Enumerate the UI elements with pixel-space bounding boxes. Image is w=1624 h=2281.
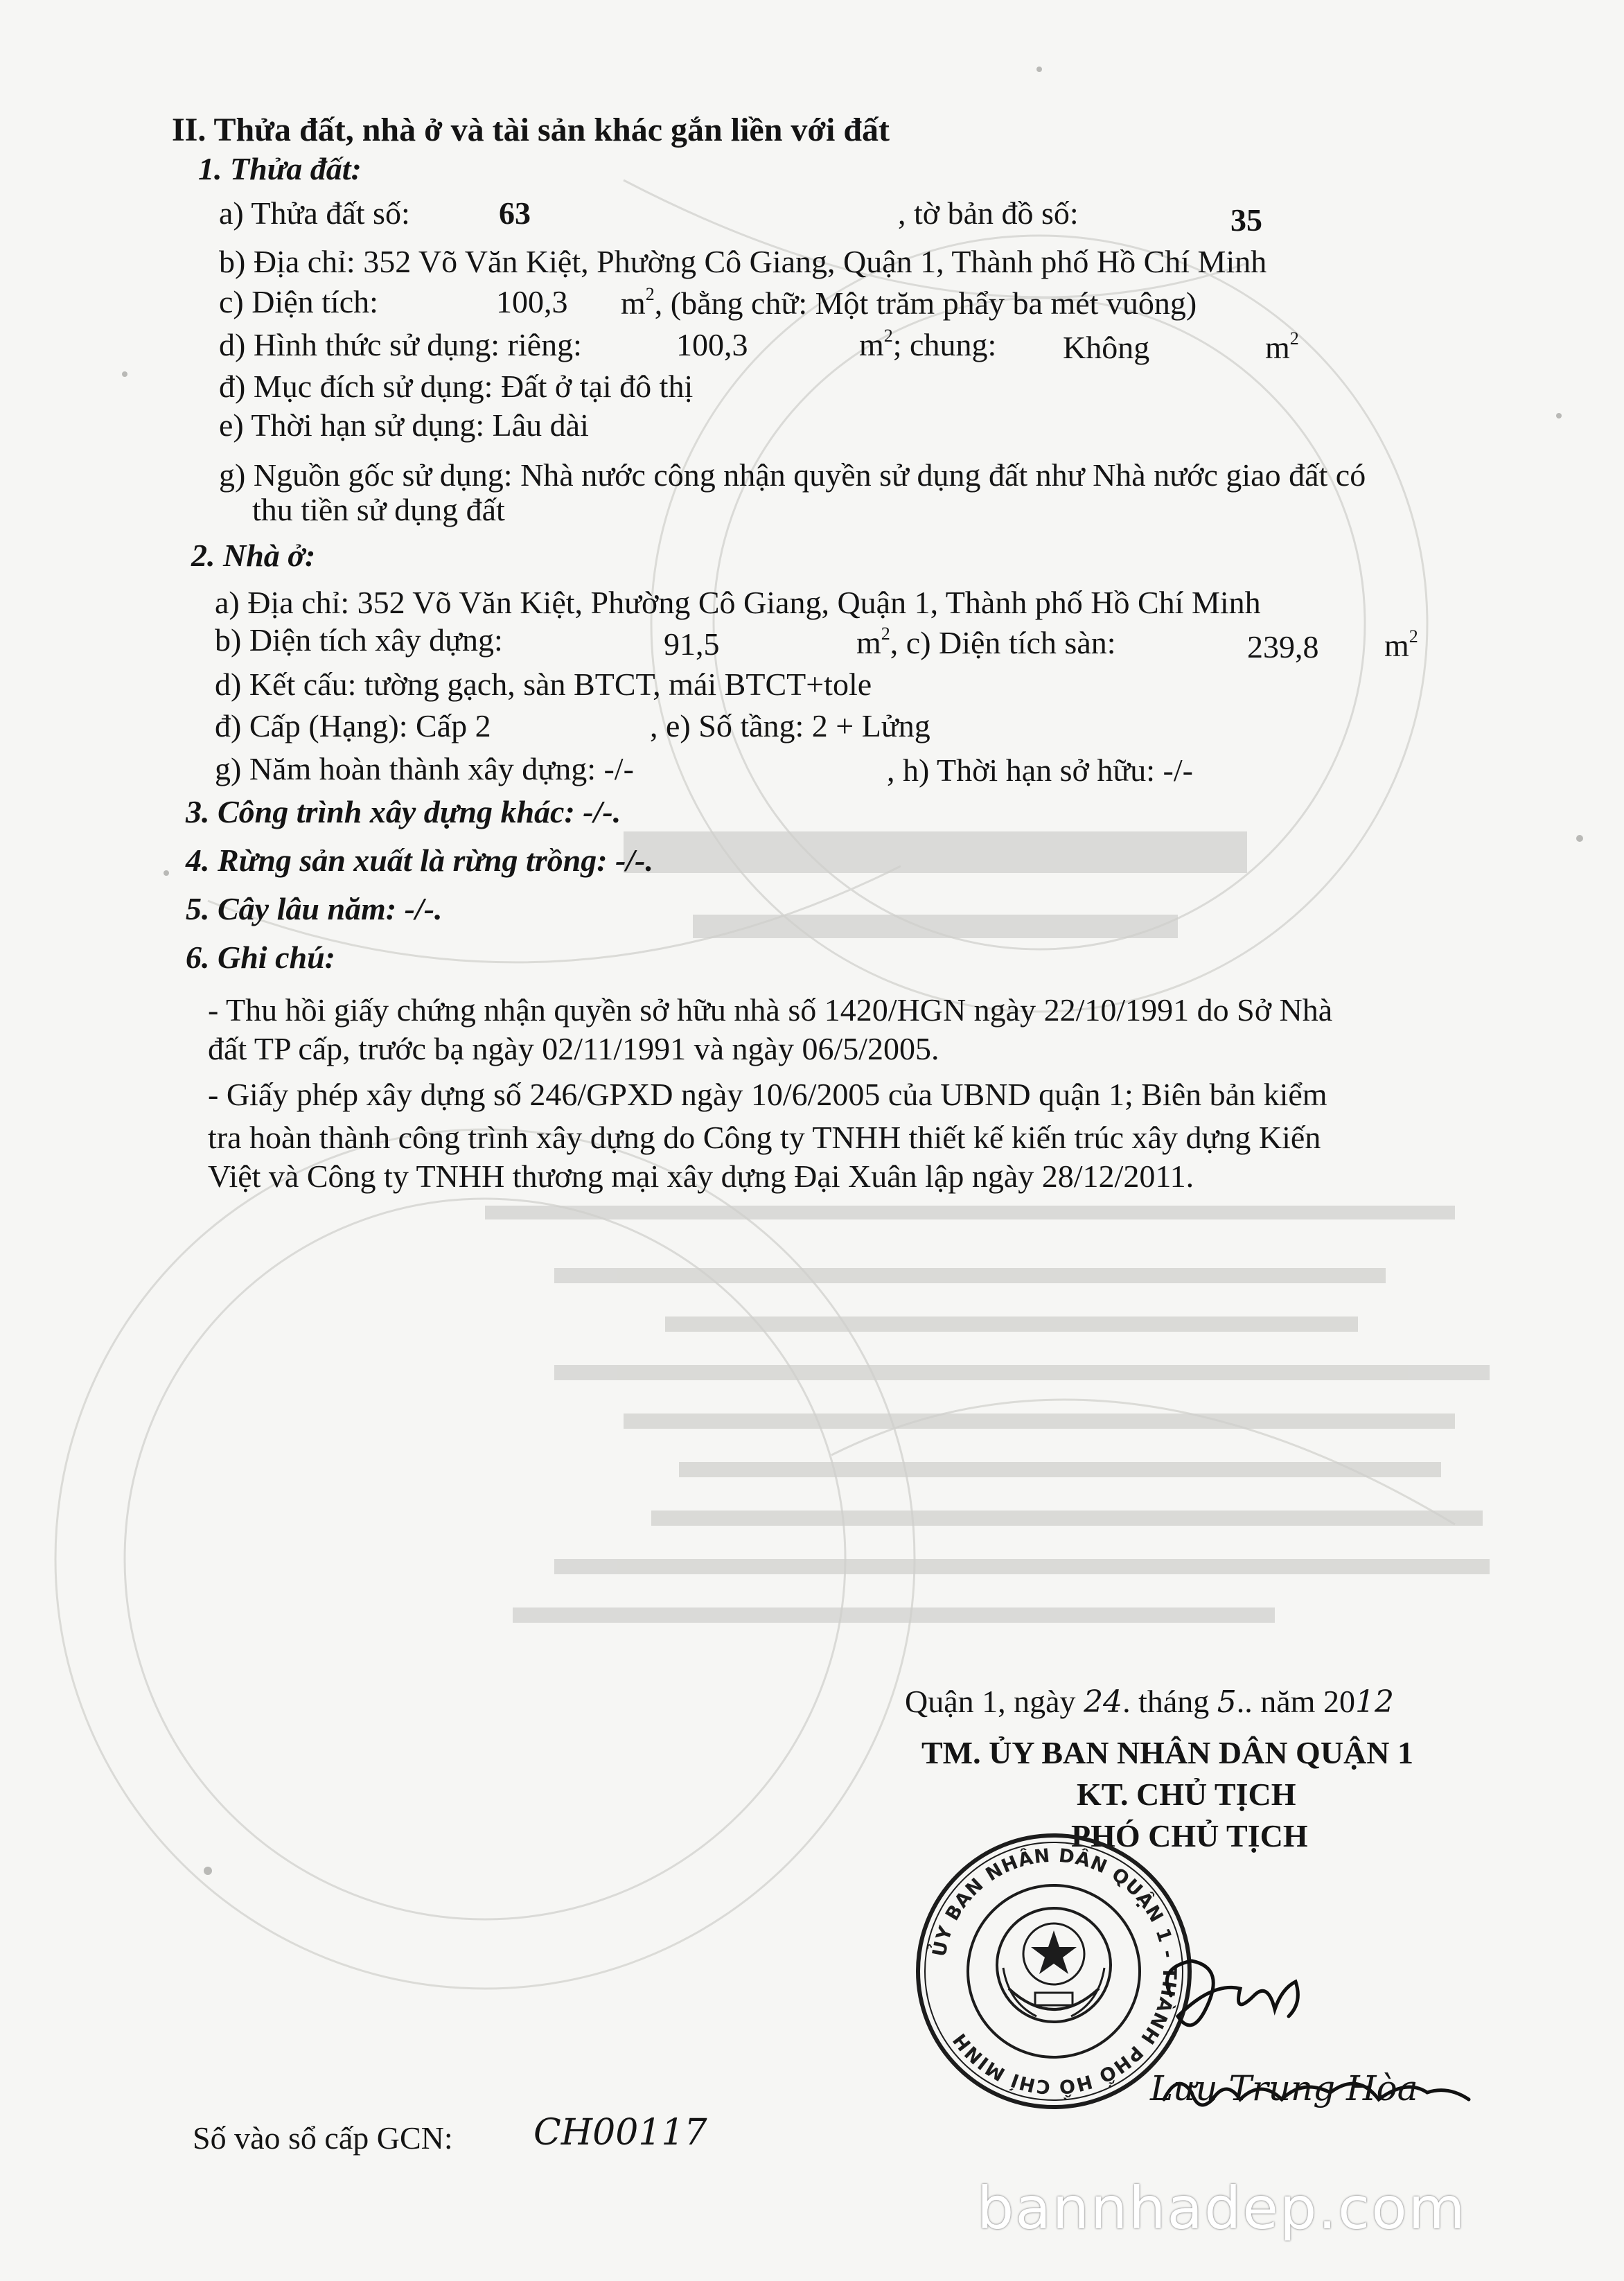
usage-private-value: 100,3	[676, 327, 748, 362]
handwritten-signature	[1150, 1940, 1483, 2148]
land-heading: 1. Thửa đất:	[198, 151, 362, 186]
note-line-5: Việt và Công ty TNHH thương mại xây dựng Đại Xuân lập ngày 28/12/2011.	[208, 1159, 1194, 1194]
usage-shared-value: Không	[1063, 330, 1150, 365]
usage-form-label: d) Hình thức sử dụng: riêng:	[219, 327, 582, 362]
issue-month: 5	[1217, 1684, 1237, 1720]
issue-date: Quận 1, ngày 24. tháng 5.. năm 2012	[905, 1684, 1394, 1720]
house-address: a) Địa chỉ: 352 Võ Văn Kiệt, Phường Cô Giang, Quận 1, Thành phố Hồ Chí Minh	[215, 585, 1261, 620]
land-address: b) Địa chỉ: 352 Võ Văn Kiệt, Phường Cô Giang, Quận 1, Thành phố Hồ Chí Minh	[219, 244, 1267, 279]
section-title: II. Thửa đất, nhà ở và tài sản khác gắn liền với đất	[172, 112, 890, 148]
build-area-label: b) Diện tích xây dựng:	[215, 622, 503, 658]
house-structure: d) Kết cấu: tường gạch, sàn BTCT, mái BTCT+tole	[215, 667, 872, 702]
issue-day: 24	[1084, 1684, 1123, 1720]
note-line-3: - Giấy phép xây dựng số 246/GPXD ngày 10/6/2005 của UBND quận 1; Biên bản kiểm	[208, 1077, 1327, 1112]
house-floors: , e) Số tầng: 2 + Lửng	[650, 708, 930, 743]
ownership-term: , h) Thời hạn sở hữu: -/-	[887, 752, 1193, 788]
usage-private-unit: $m^2$; chung:	[859, 325, 997, 362]
other-constructions: 3. Công trình xây dựng khác: -/-.	[186, 794, 621, 829]
signer-title-1: KT. CHỦ TỊCH	[1077, 1777, 1296, 1812]
floor-area-unit: $m^2$	[1384, 626, 1418, 663]
build-area-value: 91,5	[664, 626, 720, 662]
house-heading: 2. Nhà ở:	[191, 538, 316, 573]
land-term: e) Thời hạn sử dụng: Lâu dài	[219, 407, 589, 443]
perennial-trees: 5. Cây lâu năm: -/-.	[186, 891, 443, 926]
map-sheet-label: , tờ bản đồ số:	[898, 195, 1079, 231]
area-label: c) Diện tích:	[219, 284, 378, 319]
completion-year: g) Năm hoàn thành xây dựng: -/-	[215, 751, 634, 786]
registry-number: CH00117	[533, 2112, 707, 2154]
issuing-org: TM. ỦY BAN NHÂN DÂN QUẬN 1	[921, 1735, 1413, 1770]
note-line-2: đất TP cấp, trước bạ ngày 02/11/1991 và ngày 06/5/2005.	[208, 1031, 939, 1066]
build-area-unit: $m^2$, c) Diện tích sàn:	[856, 623, 1116, 660]
production-forest: 4. Rừng sản xuất là rừng trồng: -/-.	[186, 843, 653, 878]
note-line-1: - Thu hồi giấy chứng nhận quyền sở hữu nhà số 1420/HGN ngày 22/10/1991 do Sở Nhà	[208, 992, 1333, 1028]
note-line-4: tra hoàn thành công trình xây dựng do Công ty TNHH thiết kế kiến trúc xây dựng Kiến	[208, 1120, 1321, 1155]
area-unit: $m^2$, (bằng chữ: Một trăm phẩy ba mét vuông)	[621, 283, 1197, 321]
area-value: 100,3	[496, 284, 568, 319]
signer-name: Lưu Trung Hòa	[1150, 2068, 1418, 2108]
land-origin-line1: g) Nguồn gốc sử dụng: Nhà nước công nhận quyền sử dụng đất như Nhà nước giao đất có	[219, 457, 1366, 493]
parcel-label: a) Thửa đất số:	[219, 195, 410, 231]
floor-area-value: 239,8	[1247, 629, 1319, 664]
parcel-number: 63	[499, 195, 531, 231]
land-purpose: đ) Mục đích sử dụng: Đất ở tại đô thị	[219, 369, 694, 404]
website-watermark: bannhadep.com	[977, 2174, 1467, 2242]
house-grade: đ) Cấp (Hạng): Cấp 2	[215, 708, 491, 743]
land-origin-line2: thu tiền sử dụng đất	[252, 492, 505, 527]
issue-year-suffix: 12	[1354, 1684, 1394, 1720]
seal-text: ỦY BAN NHÂN DÂN QUẬN 1 - THÀNH PHỐ HỒ CHÍ MINH	[928, 1844, 1181, 2098]
signer-title-2: PHÓ CHỦ TỊCH	[1071, 1818, 1308, 1853]
usage-shared-unit: $m^2$	[1265, 328, 1299, 365]
notes-heading: 6. Ghi chú:	[186, 940, 335, 975]
registry-label: Số vào sổ cấp GCN:	[193, 2120, 453, 2156]
map-sheet-number: 35	[1230, 202, 1262, 238]
